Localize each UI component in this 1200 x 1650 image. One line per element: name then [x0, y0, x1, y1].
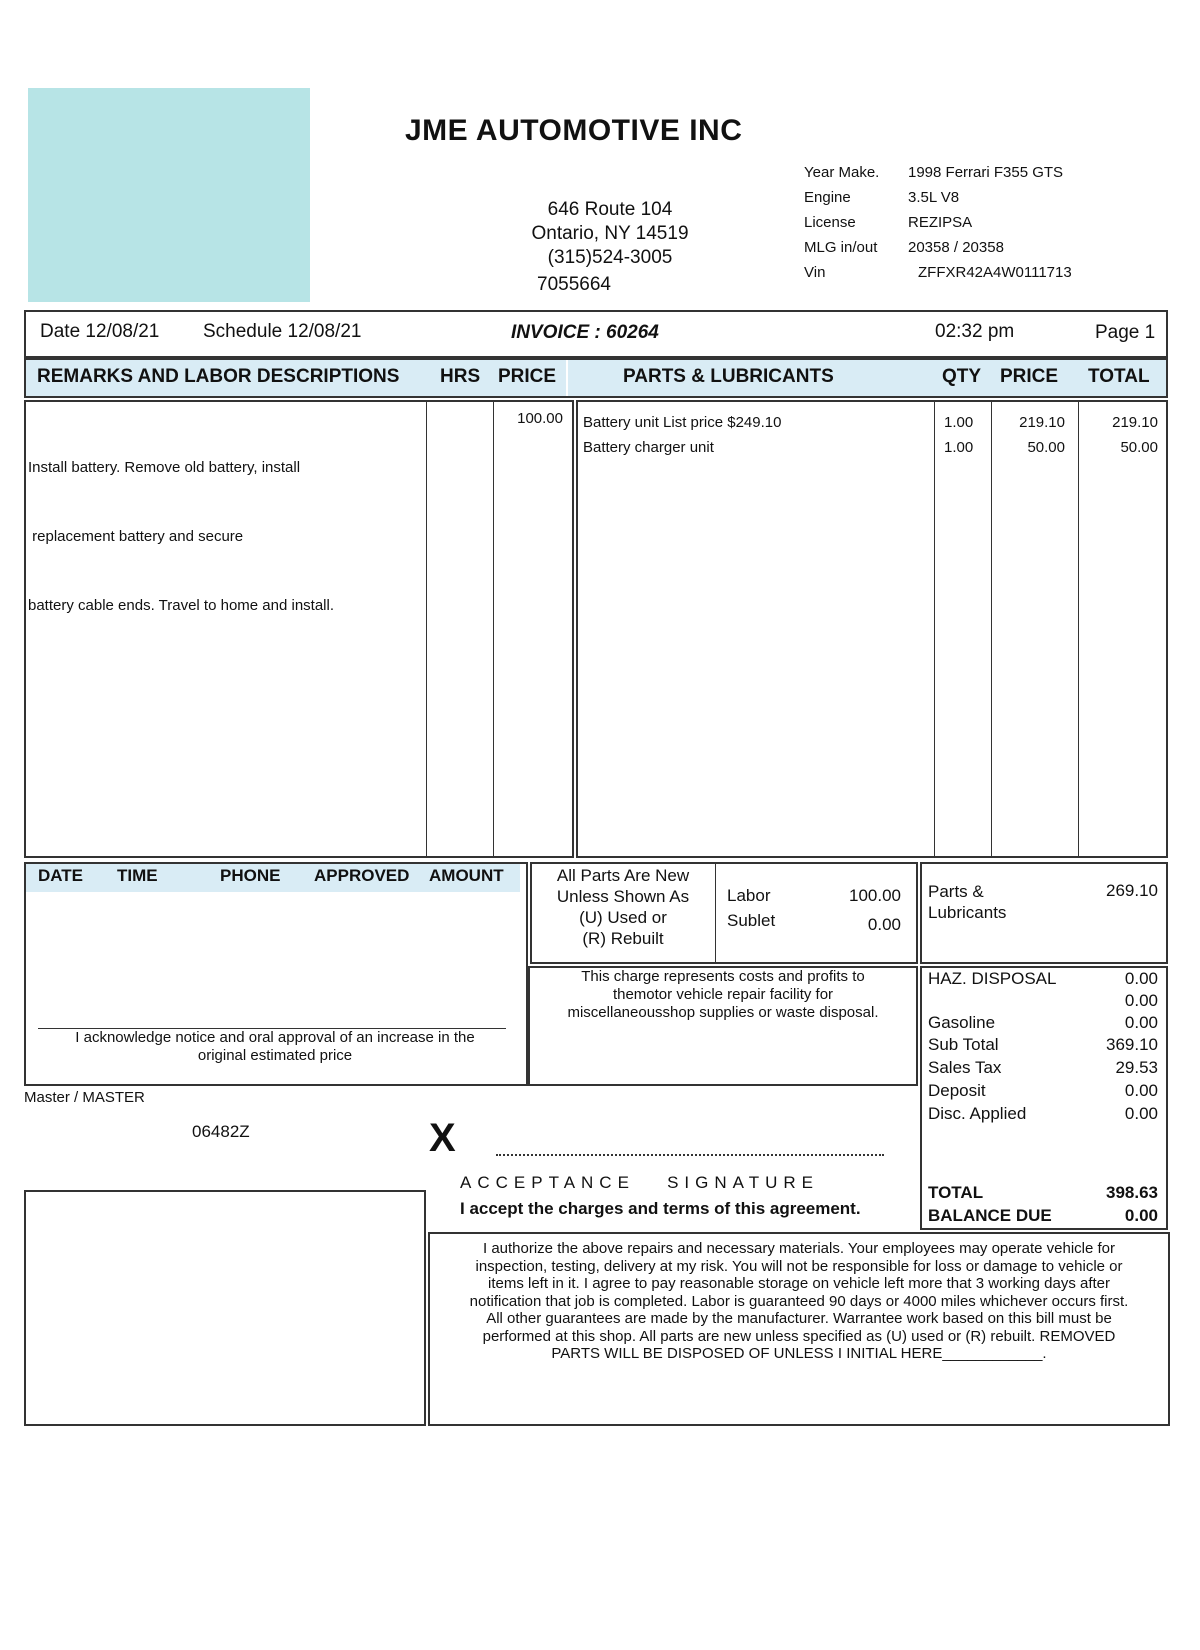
- parts-qty: [944, 410, 973, 460]
- part-total: 219.10: [1112, 414, 1158, 431]
- labor-price: 100.00: [517, 410, 563, 427]
- charge-line: miscellaneousshop supplies or waste disposal.: [567, 1004, 879, 1021]
- sublet-amount: 0.00: [867, 915, 901, 934]
- mlg-value: 20358 / 20358: [908, 239, 1004, 256]
- year-make-label: Year Make.: [804, 164, 880, 181]
- parts-description: [583, 410, 781, 460]
- payment-code: 06482Z: [192, 1122, 250, 1141]
- labor-amount: 100.00: [849, 886, 901, 905]
- pl-label: Parts &: [928, 882, 984, 901]
- summary-value: 29.53: [1115, 1058, 1158, 1077]
- part-desc: Battery unit List price $249.10: [583, 414, 782, 431]
- address-line-1: 646 Route 104: [547, 199, 673, 220]
- part-desc: Battery charger unit: [583, 439, 714, 456]
- vehicle-info: [804, 160, 879, 285]
- balance-due-label: BALANCE DUE: [928, 1206, 1052, 1225]
- redaction-patch: [28, 88, 310, 302]
- acceptance-signature-title: ACCEPTANCE SIGNATURE: [460, 1173, 820, 1192]
- invoice-page: Page 1: [1095, 322, 1156, 343]
- address-line-2: Ontario, NY 14519: [531, 223, 689, 244]
- signature-line: [496, 1154, 884, 1156]
- divider: [1078, 400, 1079, 858]
- summary-value: 0.00: [1124, 991, 1158, 1010]
- parts-lubricants-label: [928, 881, 1006, 923]
- summary-label: Deposit: [928, 1081, 986, 1100]
- summary-value: 0.00: [1124, 1104, 1158, 1123]
- vin-label: Vin: [804, 264, 826, 281]
- header-qty: QTY: [942, 366, 982, 387]
- payment-method: Master / MASTER: [24, 1089, 145, 1106]
- signature-x: X: [429, 1116, 456, 1160]
- invoice-number: INVOICE : 60264: [511, 322, 659, 343]
- invoice-time: 02:32 pm: [935, 321, 1015, 342]
- summary-label: HAZ. DISPOSAL: [928, 969, 1057, 988]
- summary-value: 0.00: [1124, 1081, 1158, 1100]
- approval-header-date: DATE: [38, 866, 84, 885]
- company-number: 7055664: [537, 274, 611, 295]
- sublet-label: Sublet: [727, 911, 776, 930]
- summary-label: Sub Total: [928, 1035, 999, 1054]
- terms-line: inspection, testing, delivery at my risk. You will not be responsible for loss or damage to vehicle or: [475, 1257, 1123, 1275]
- header-hrs: HRS: [440, 366, 481, 387]
- charge-note: [532, 968, 914, 1022]
- engine-label: Engine: [804, 189, 851, 206]
- ack-line: original estimated price: [197, 1047, 353, 1064]
- summary-value: 369.10: [1106, 1035, 1158, 1054]
- parts-total: [1080, 410, 1158, 460]
- parts-new-note: [534, 865, 712, 949]
- terms-line: notification that job is completed. Labor is guaranteed 90 days or 4000 miles whichever occurs first.: [469, 1292, 1129, 1310]
- labor-line: battery cable ends. Travel to home and install.: [28, 597, 335, 614]
- ack-line: I acknowledge notice and oral approval of an increase in the: [75, 1029, 475, 1046]
- approval-header-phone: PHONE: [220, 866, 281, 885]
- invoice-date: Date 12/08/21: [40, 321, 160, 342]
- vehicle-values: [908, 160, 1072, 285]
- license-value: REZIPSA: [908, 214, 973, 231]
- terms-line: All other guarantees are made by the manufacturer. Warrantee work based on this bill must be: [486, 1310, 1112, 1327]
- divider: [715, 862, 716, 964]
- total-label: TOTAL: [928, 1183, 984, 1202]
- summary-label: Sales Tax: [928, 1058, 1002, 1077]
- header-remarks: REMARKS AND LABOR DESCRIPTIONS: [37, 366, 400, 387]
- labor-line: replacement battery and secure: [28, 528, 244, 545]
- vin-value: ZFFXR42A4W0111713: [918, 264, 1072, 281]
- divider: [991, 400, 992, 858]
- part-total: 50.00: [1120, 439, 1158, 456]
- terms-line: items left in it. I agree to pay reasonable storage on vehicle left more that 3 working days after: [488, 1275, 1110, 1292]
- approval-header-time: TIME: [117, 866, 158, 885]
- part-qty: 1.00: [944, 414, 974, 431]
- summary-label: Disc. Applied: [928, 1104, 1027, 1123]
- terms-line: performed at this shop. All parts are new unless specified as (U) used or (R) rebuilt. REMOVED: [482, 1327, 1116, 1345]
- summary-label: Gasoline: [928, 1013, 996, 1032]
- pl-label: Lubricants: [928, 903, 1007, 922]
- terms-line: PARTS WILL BE DISPOSED OF UNLESS I INITIAL HERE____________.: [551, 1345, 1047, 1362]
- summary-labels: [928, 969, 1078, 1127]
- parts-price: [993, 410, 1065, 460]
- divider: [493, 400, 494, 858]
- charge-line: This charge represents costs and profits to: [581, 968, 865, 985]
- labor-description: [28, 410, 334, 640]
- summary-value: 0.00: [1124, 969, 1158, 988]
- engine-value: 3.5L V8: [908, 189, 960, 206]
- acceptance-subtitle: I accept the charges and terms of this agreement.: [460, 1199, 861, 1218]
- terms-line: I authorize the above repairs and necessary materials. Your employees may operate vehicle for: [482, 1240, 1115, 1257]
- header-total: TOTAL: [1088, 366, 1150, 387]
- total-value: 398.63: [1106, 1183, 1158, 1202]
- approval-header-approved: APPROVED: [314, 866, 410, 885]
- header-price-2: PRICE: [1000, 366, 1059, 387]
- parts-lubricants-value: 269.10: [1106, 881, 1158, 900]
- company-phone: (315)524-3005: [547, 247, 673, 268]
- year-make-value: 1998 Ferrari F355 GTS: [908, 164, 1064, 181]
- approval-acknowledgement: [30, 1029, 520, 1065]
- balance-due-value: 0.00: [1124, 1206, 1158, 1225]
- header-price: PRICE: [498, 366, 557, 387]
- parts-table: [576, 400, 1168, 858]
- summary-values: [1060, 969, 1158, 1127]
- labor-line: Install battery. Remove old battery, install: [28, 459, 301, 476]
- approval-header-amount: AMOUNT: [429, 866, 504, 885]
- note-line: (R) Rebuilt: [582, 929, 664, 948]
- charge-line: themotor vehicle repair facility for: [612, 986, 834, 1003]
- blank-box: [24, 1190, 426, 1426]
- divider: [934, 400, 935, 858]
- labor-label: Labor: [727, 886, 771, 905]
- summary-value: 0.00: [1124, 1013, 1158, 1032]
- summary-label: [928, 991, 1078, 1013]
- divider: [426, 400, 427, 858]
- note-line: (U) Used or: [579, 908, 667, 927]
- company-address: [520, 198, 700, 270]
- terms-text: [432, 1240, 1166, 1363]
- header-parts: PARTS & LUBRICANTS: [623, 366, 834, 387]
- part-price: 50.00: [1027, 439, 1065, 456]
- part-price: 219.10: [1019, 414, 1065, 431]
- part-qty: 1.00: [944, 439, 974, 456]
- mlg-label: MLG in/out: [804, 239, 878, 256]
- note-line: Unless Shown As: [556, 887, 690, 906]
- company-name: JME AUTOMOTIVE INC: [405, 114, 743, 147]
- invoice-schedule: Schedule 12/08/21: [203, 321, 362, 342]
- license-label: License: [804, 214, 856, 231]
- note-line: All Parts Are New: [556, 866, 690, 885]
